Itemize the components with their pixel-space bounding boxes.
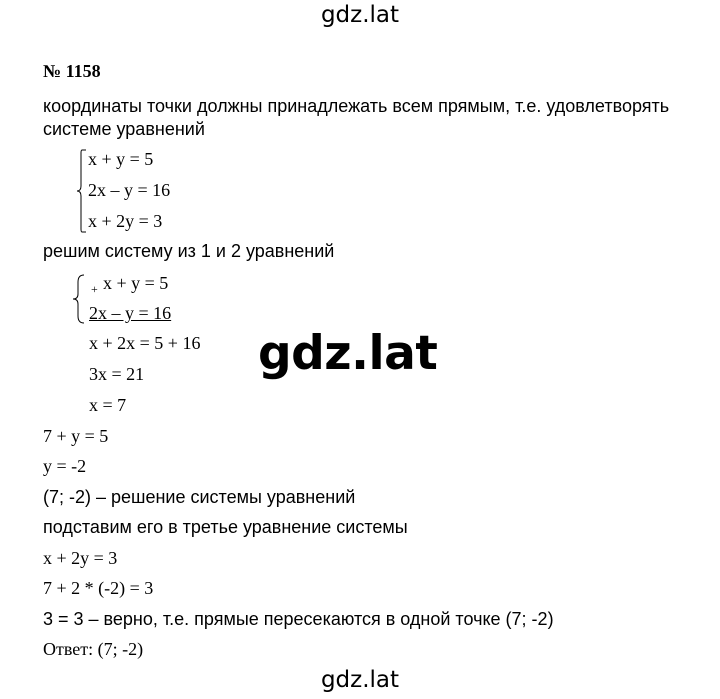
intro-line-2: системе уравнений: [43, 119, 205, 139]
solution-line: подставим его в третье уравнение системы: [43, 517, 408, 537]
step-line: 3x = 21: [89, 364, 145, 384]
watermark-center: gdz.lat: [258, 326, 438, 381]
system-equation-3: x + 2y = 3: [88, 211, 163, 231]
solution-line: y = -2: [43, 456, 87, 476]
system-equation-1: x + y = 5: [88, 149, 154, 169]
watermark-bottom: gdz.lat: [320, 667, 400, 693]
system-equation-2: 2x – y = 16: [88, 180, 171, 200]
solution-line: 7 + 2 * (-2) = 3: [43, 578, 154, 598]
watermark-top: gdz.lat: [320, 2, 400, 28]
solution-line: 3 = 3 – верно, т.е. прямые пересекаются в одной точке (7; -2): [43, 609, 554, 629]
step-line: x = 7: [89, 395, 127, 415]
solution-line: (7; -2) – решение системы уравнений: [43, 487, 356, 507]
solution-line: x + 2y = 3: [43, 548, 118, 568]
system2-brace: [72, 274, 86, 324]
problem-number: № 1158: [43, 61, 101, 81]
system2-equation-1: x + y = 5: [103, 273, 169, 293]
solve-label: решим систему из 1 и 2 уравнений: [43, 241, 335, 261]
intro-line-1: координаты точки должны принадлежать всем прямым, т.е. удовлетворять: [43, 96, 670, 116]
step-line: x + 2x = 5 + 16: [89, 333, 201, 353]
solution-line: 7 + y = 5: [43, 426, 109, 446]
answer-line: Ответ: (7; -2): [43, 639, 144, 659]
plus-sign: +: [91, 282, 98, 296]
system2-equation-2: 2x – y = 16: [89, 303, 172, 323]
